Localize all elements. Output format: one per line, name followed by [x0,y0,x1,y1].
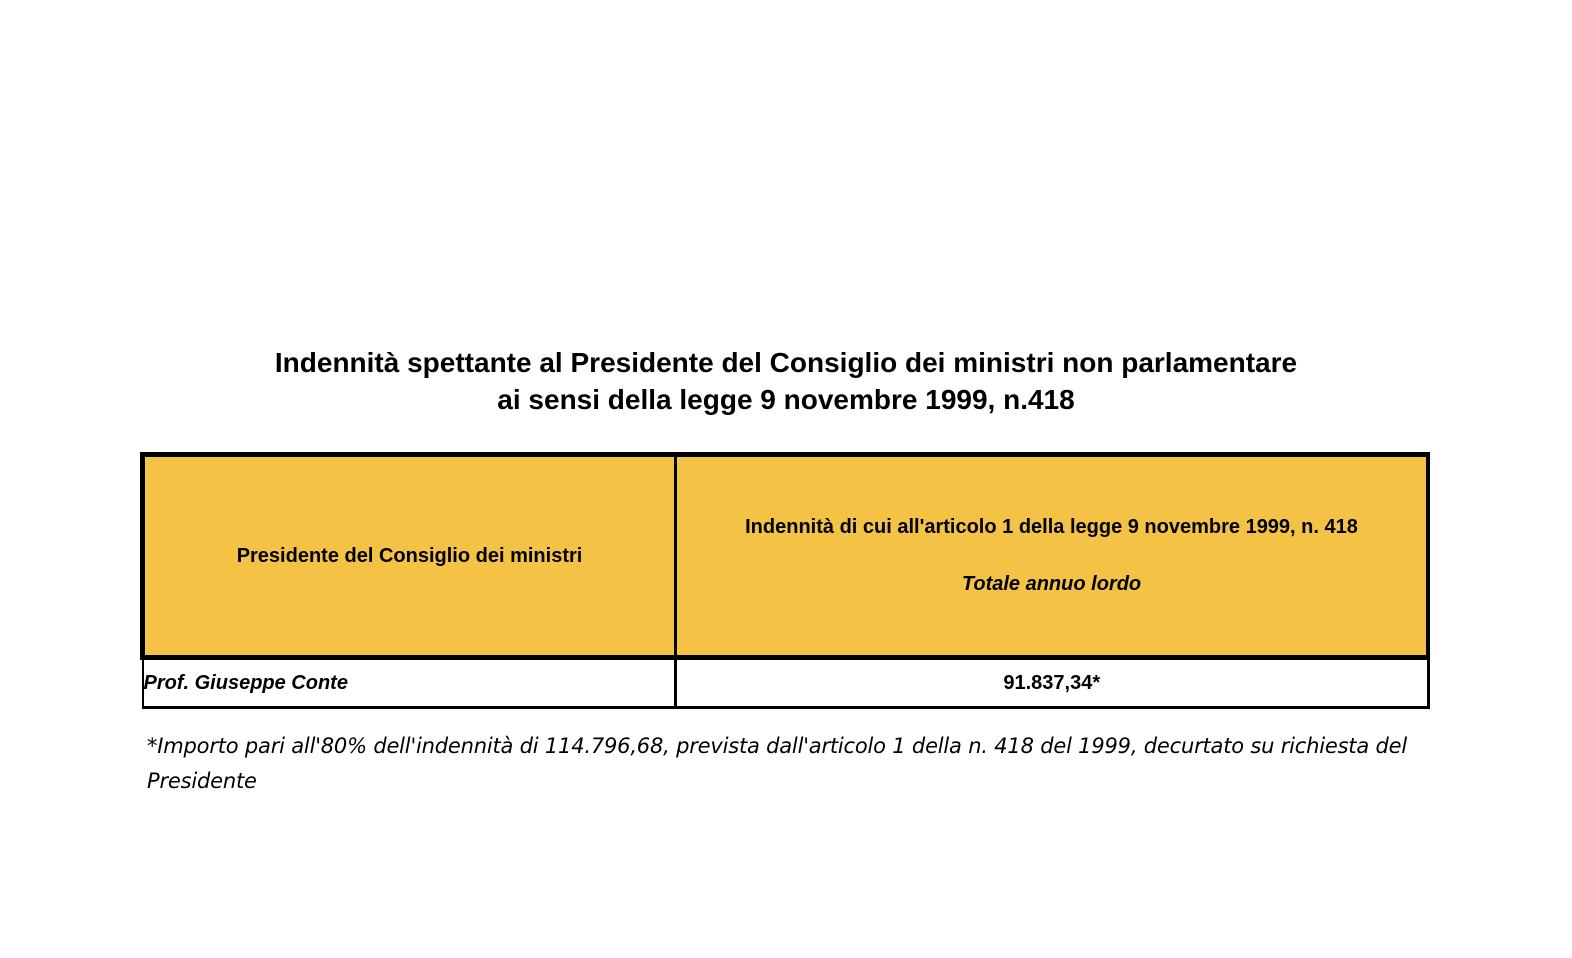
table-header-row [143,455,1429,658]
header-total-label: Totale annuo lordo [961,573,1142,595]
header-cell-office [143,455,676,658]
document-title [0,344,1572,418]
table-row [143,658,1429,708]
row-name: Prof. Giuseppe Conte [143,671,348,694]
document-title-line-2: ai sensi della legge 9 novembre 1999, n.418 [497,384,1075,415]
header-cell-indemnity [676,455,1429,658]
row-amount-cell [676,658,1429,708]
indemnity-table [140,452,1430,709]
header-indemnity-label: Indennità di cui all'articolo 1 della legge 9 novembre 1999, n. 418 [745,516,1358,538]
document-title-line-1: Indennità spettante al Presidente del Consiglio dei ministri non parlamentare [274,347,1298,378]
footnote: *Importo pari all'80% dell'indennità di 114.796,68, prevista dall'articolo 1 della n. 418 del 1999, decurtato su richiesta del Presidente [147,734,1407,793]
row-name-cell [143,658,676,708]
header-office-label: Presidente del Consiglio dei ministri [236,544,583,567]
row-amount: 91.837,34* [1003,671,1101,694]
